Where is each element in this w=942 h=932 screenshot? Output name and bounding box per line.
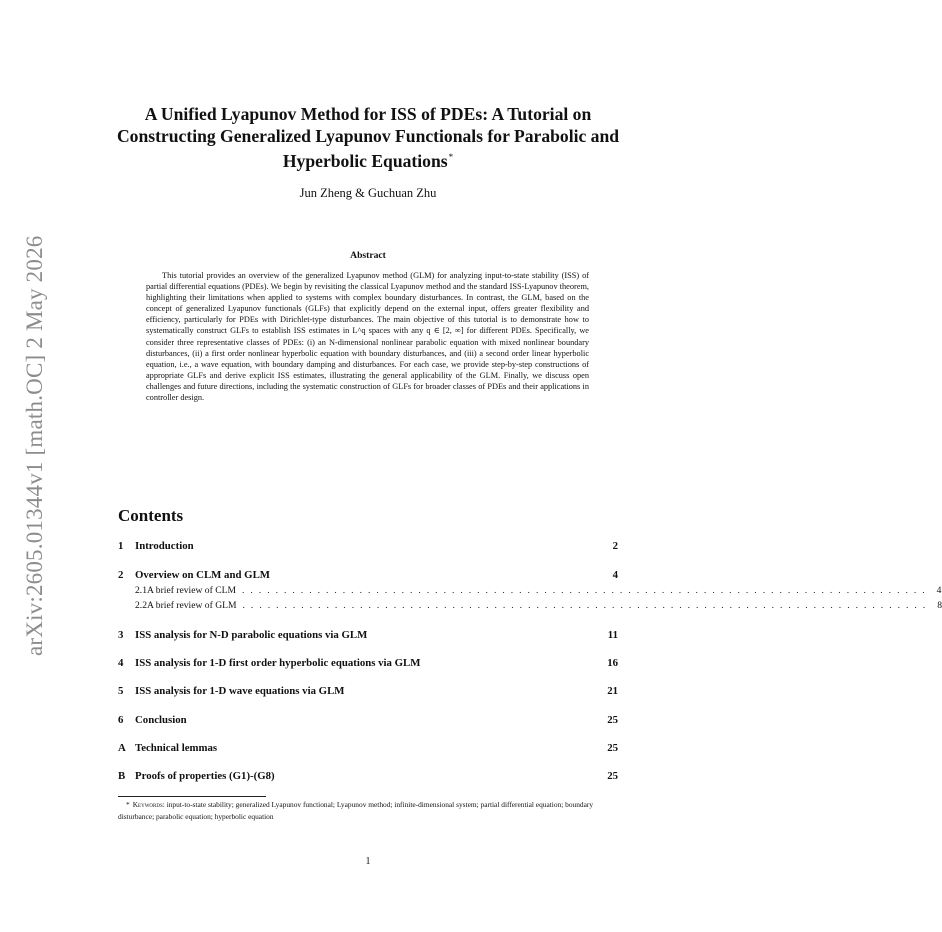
toc-entry-page: 11 — [607, 629, 618, 641]
toc-entry[interactable] — [118, 685, 618, 697]
toc-entry-page: 16 — [607, 657, 618, 669]
arxiv-identifier: arXiv:2605.01344v1 [math.OC] 2 May 2026 — [22, 235, 47, 656]
toc-entry-page: 2 — [612, 540, 618, 552]
contents-heading: Contents — [118, 506, 184, 525]
toc-entry[interactable] — [118, 540, 618, 552]
toc-entry[interactable] — [118, 714, 618, 726]
title-footnote-mark: * — [448, 152, 454, 162]
toc-dot-leader: .................................................................................. — [242, 600, 932, 611]
abstract-text: This tutorial provides an overview of the generalized Lyapunov method (GLM) for analyzing input-to-state stability (ISS) of partial differential equations (PDEs). We begin by revisiting the classical Lyapunov method and the standard ISS-Lyapunov theorem, highlighting their limitations when applied to systems with complex boundary disturbances. In contrast, the GLM, based on the concept of generalized Lyapunov functionals (GLFs) that explicitly depend on the external input, offers greater flexibility and efficiency, particularly for PDEs with Dirichlet-type disturbances. The main objective of this tutorial is to demonstrate how to systematically construct GLFs to establish ISS estimates in L^q spaces with any q ∈ [2, ∞] for different PDEs. Specifically, we consider three representative classes of PDEs: (i) an N-dimensional nonlinear parabolic equation with mixed nonlinear boundary disturbances, (ii) a first order nonlinear hyperbolic equation with boundary disturbances, and (iii) a second order linear hyperbolic equation, i.e., a wave equation, with boundary damping and disturbances. For each case, we provide step-by-step constructions of appropriate GLFs and derive explicit ISS estimates, illustrating the general applicability of the GLM. Finally, we discuss open challenges and future directions, including the systematic construction of GLFs for broader classes of PDEs and their applications in controller design. — [146, 271, 589, 403]
toc-entry-title: ISS analysis for N-D parabolic equations via GLM — [135, 629, 368, 641]
toc-entry-number: 5 — [118, 685, 124, 697]
page-number: 1 — [365, 856, 371, 867]
toc-entry-page: 25 — [607, 742, 618, 754]
toc-entry-page: 4 — [936, 585, 942, 596]
toc-entry-title: Technical lemmas — [135, 742, 218, 754]
abstract-heading: Abstract — [350, 250, 386, 261]
toc-entry-number: 2.1 — [135, 585, 147, 596]
toc-entry-page: 25 — [607, 714, 618, 726]
toc-entry-title: A brief review of GLM — [147, 600, 237, 611]
toc-entry-number: 4 — [118, 657, 124, 669]
footnote — [118, 799, 618, 823]
toc-entry-number: 1 — [118, 540, 124, 552]
toc-entry-number: 2.2 — [135, 600, 147, 611]
toc-entry-title: A brief review of CLM — [147, 585, 236, 596]
toc-entry-title: ISS analysis for 1-D first order hyperbolic equations via GLM — [135, 657, 421, 669]
toc-subentry[interactable] — [135, 585, 942, 596]
toc-entry-number: 3 — [118, 629, 124, 641]
toc-entry-title: ISS analysis for 1-D wave equations via GLM — [135, 685, 345, 697]
authors: Jun Zheng & Guchuan Zhu — [299, 186, 437, 200]
toc-subentry[interactable] — [135, 600, 942, 611]
toc-entry-title: Proofs of properties (G1)-(G8) — [135, 770, 275, 782]
toc-entry-page: 21 — [607, 685, 618, 697]
footnote-keywords-label: Keywords: — [132, 800, 165, 809]
toc-entry-title: Introduction — [135, 540, 194, 552]
toc-entry-number: A — [118, 742, 126, 754]
toc-entry-number: 2 — [118, 569, 124, 581]
toc-entry[interactable] — [118, 657, 618, 669]
toc-entry-page: 8 — [937, 600, 942, 611]
toc-entry-title: Overview on CLM and GLM — [135, 569, 270, 581]
toc-entry-number: 6 — [118, 714, 124, 726]
toc-entry-page: 25 — [607, 770, 618, 782]
footnote-keywords: input-to-state stability; generalized Lyapunov functional; Lyapunov method; infinite-dimensional system; partial differential equation; boundary disturbance; parabolic equation; hyperbolic equation — [118, 800, 594, 821]
toc-entry-title: Conclusion — [135, 714, 187, 726]
footnote-mark: * — [126, 800, 130, 809]
toc-entry-page: 4 — [612, 569, 618, 581]
footnote-rule — [118, 796, 266, 797]
toc-dot-leader: .................................................................................. — [242, 585, 931, 596]
toc-entry[interactable] — [118, 569, 618, 581]
toc-entry[interactable] — [118, 770, 618, 782]
toc-entry[interactable] — [118, 742, 618, 754]
paper-title — [110, 104, 626, 173]
toc-entry-number: B — [118, 770, 126, 782]
paper-title-text: A Unified Lyapunov Method for ISS of PDEs: A Tutorial on Constructing Generalized Lyapunov Functionals for Parabolic and Hyperbolic Equations — [116, 104, 620, 171]
toc-entry[interactable] — [118, 629, 618, 641]
